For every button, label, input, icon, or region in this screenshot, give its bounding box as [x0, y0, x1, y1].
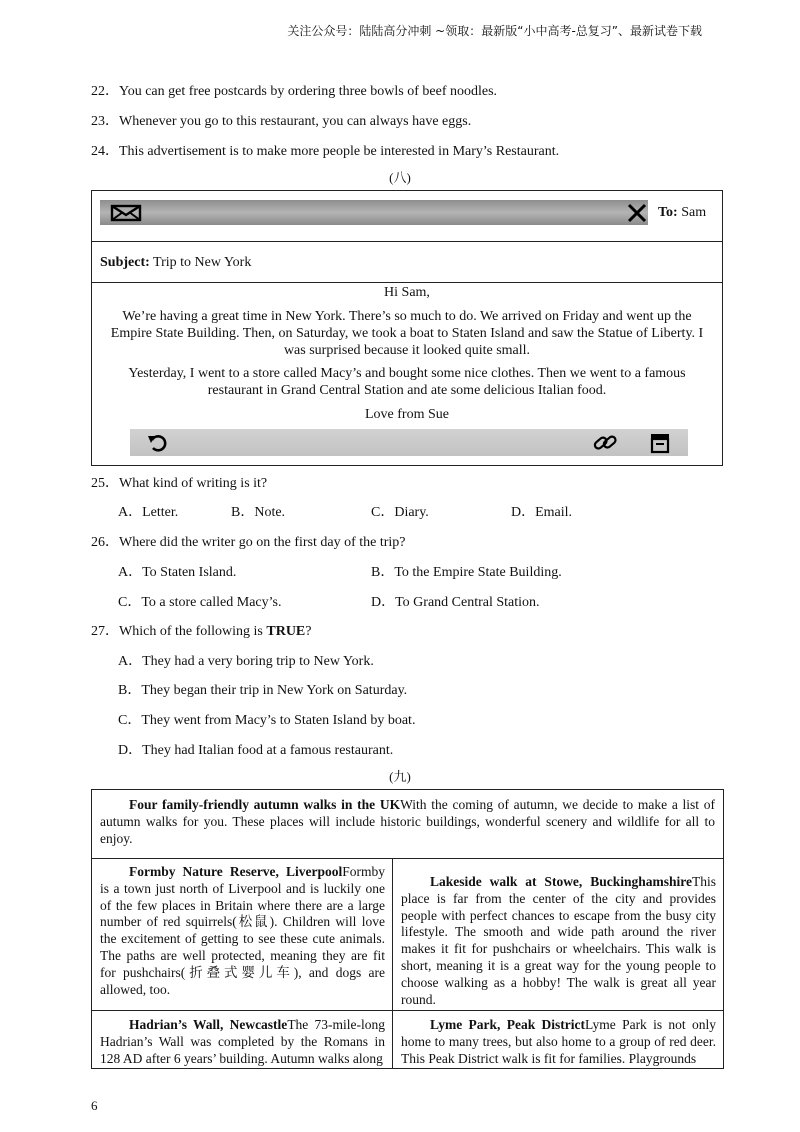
trash-icon	[648, 431, 672, 455]
email-to: To: Sam	[658, 205, 707, 220]
email-signoff: Love from Sue	[365, 407, 449, 422]
question-26: 26．Where did the writer go on the first day of the trip?	[91, 535, 406, 550]
question-25: 25．What kind of writing is it?	[91, 476, 268, 491]
walk-stowe: Lakeside walk at Stowe, BuckinghamshireThis place is far from the center of the city and provides people with perfect chances to escape from the busy city lifestyle. The smooth and wide path around the river makes it fit for pushchairs or wheelchairs. This walk is short, meaning it is a great way for the young people to choose walking as a hobby! The walk is great all year round.	[401, 874, 716, 1007]
q25-option-a: A．Letter.	[118, 505, 179, 520]
q26-option-b: B．To the Empire State Building.	[371, 565, 562, 580]
q26-option-a: A．To Staten Island.	[118, 565, 237, 580]
email-box	[91, 190, 723, 466]
walk-hadrian: Hadrian’s Wall, NewcastleThe 73-mile-long Hadrian’s Wall was completed by the Romans in 128 AD after 6 years’ building. Autumn walks along	[100, 1017, 386, 1066]
email-paragraph-1: We’re having a great time in New York. There’s so much to do. We arrived on Friday and went up the Empire State Building. Then, on Saturday, we took a boat to Staten Island and saw the Statue of Liberty. I was surprised because it looked quite small.	[110, 309, 704, 358]
q27-option-c: C．They went from Macy’s to Staten Island by boat.	[118, 713, 416, 728]
question-23: 23．Whenever you go to this restaurant, you can always have eggs.	[91, 114, 472, 129]
q25-option-b: B．Note.	[231, 505, 286, 520]
email-paragraph-2: Yesterday, I went to a store called Macy’s and bought some nice clothes. Then we went to a famous restaurant in Grand Central Station and ate some delicious Italian food.	[128, 366, 686, 398]
q25-option-c: C．Diary.	[371, 505, 429, 520]
email-greeting: Hi Sam,	[384, 285, 430, 300]
question-24: 24．This advertisement is to make more people be interested in Mary’s Restaurant.	[91, 144, 560, 159]
q27-option-a: A．They had a very boring trip to New York.	[118, 654, 374, 669]
walk-formby: Formby Nature Reserve, LiverpoolFormby is a town just north of Liverpool and is luckily one of the few places in Britain where there are a large number of red squirrels(松鼠). Children will love the excitement of getting to see these cute animals. The paths are well protected, meaning they are fit for pushchairs(折叠式婴儿车), and dogs are allowed, too.	[100, 864, 385, 997]
email-subject-row: Subject: Trip to New York	[92, 241, 722, 283]
close-icon	[626, 202, 648, 224]
envelope-icon	[110, 204, 144, 222]
email-top-bar	[100, 200, 648, 225]
q26-option-c: C．To a store called Macy’s.	[118, 595, 282, 610]
question-22: 22．You can get free postcards by ordering three bowls of beef noodles.	[91, 84, 498, 99]
q27-option-b: B．They began their trip in New York on Saturday.	[118, 683, 408, 698]
page-number: 6	[91, 1098, 98, 1113]
q27-option-d: D．They had Italian food at a famous restaurant.	[118, 743, 394, 758]
q25-option-d: D．Email.	[511, 505, 573, 520]
walks-intro: Four family-friendly autumn walks in the UKWith the coming of autumn, we decide to make a list of autumn walks for you. These places will include historic buildings, wonderful scenery and wildlife for all to enjoy.	[100, 797, 715, 846]
question-27: 27．Which of the following is TRUE?	[91, 624, 312, 639]
link-icon	[592, 432, 618, 454]
refresh-icon	[146, 432, 170, 454]
section-9-label: (九)	[389, 769, 411, 784]
walks-table	[91, 789, 724, 1069]
email-bottom-bar	[130, 429, 688, 456]
q26-option-d: D．To Grand Central Station.	[371, 595, 540, 610]
walk-lyme: Lyme Park, Peak DistrictLyme Park is not only home to many trees, but also home to a group of red deer. This Peak District walk is fit for families. Playgrounds	[401, 1017, 716, 1066]
section-8-label: (八)	[389, 170, 411, 185]
